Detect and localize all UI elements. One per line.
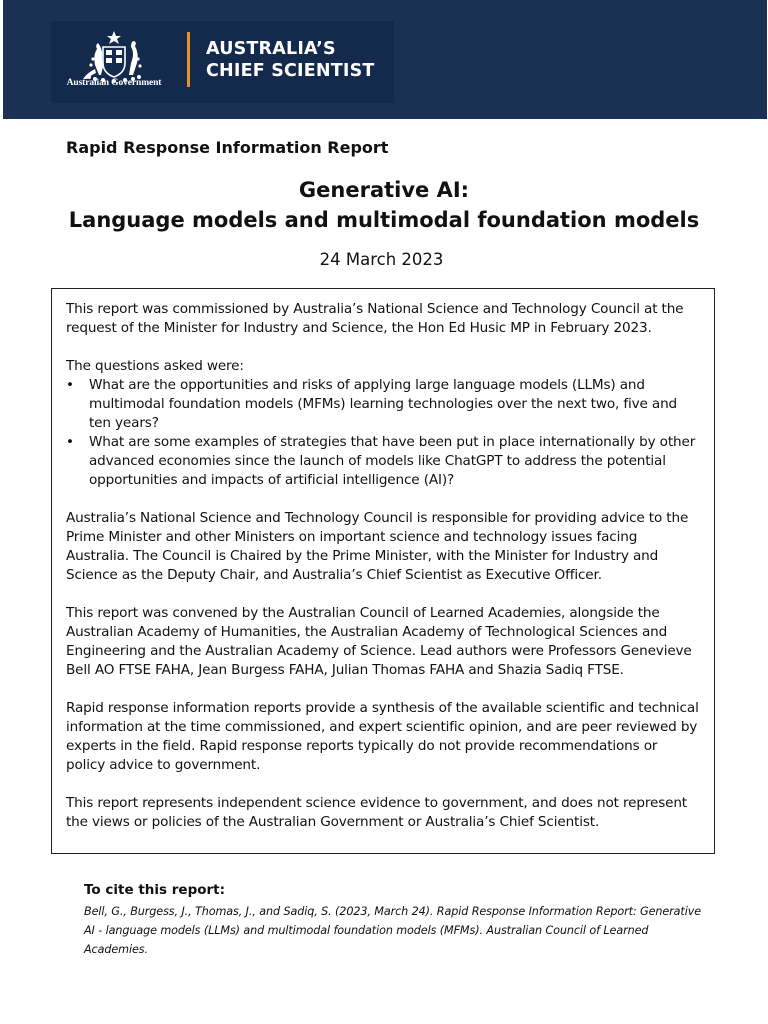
- question-item: • What are the opportunities and risks of applying large language models (LLMs) and multimodal foundation models (MFMs) learning technologies over the next two, five and ten years?: [66, 376, 700, 433]
- header-banner: [3, 0, 767, 119]
- chief-scientist-title: [206, 38, 375, 82]
- disclaimer-paragraph: This report represents independent science evidence to government, and does not represent the views or policies of the Australian Government or Australia’s Chief Scientist.: [66, 795, 687, 830]
- logo-title-line1: AUSTRALIA’S: [206, 39, 336, 59]
- chief-scientist-logo: [51, 21, 394, 103]
- council-paragraph: Australia’s National Science and Technology Council is responsible for providing advice to the Prime Minister and other Ministers on important science and technology issues facing Australia. The Council is Chaired by the Prime Minister, with the Minister for Industry and Science as the Deputy Chair, and Australia’s Chief Scientist as Executive Officer.: [66, 510, 689, 583]
- logo-divider: [187, 32, 190, 87]
- question-item: • What are some examples of strategies that have been put in place internationally by other advanced economies since the launch of models like ChatGPT to address the potential opportunities and impacts of artificial intelligence (AI)?: [66, 433, 700, 490]
- title-line2: Language models and multimodal foundation models: [68, 208, 700, 232]
- report-description-paragraph: Rapid response information reports provide a synthesis of the available scientific and technical information at the time commissioned, and expert scientific opinion, and are peer reviewed by experts in the field. Rapid response reports typically do not provide recommendations or policy advice to government.: [66, 700, 699, 773]
- coat-of-arms-icon: [59, 29, 169, 84]
- report-type-heading: Rapid Response Information Report: [66, 138, 389, 157]
- australian-government-label: Australian Government: [66, 78, 162, 88]
- title-line1: Generative AI:: [298, 178, 470, 202]
- questions-list: [66, 376, 700, 490]
- report-summary-box: [51, 288, 715, 854]
- report-date: 24 March 2023: [319, 250, 444, 269]
- citation-heading: To cite this report:: [84, 882, 226, 898]
- authors-paragraph: This report was convened by the Australian Council of Learned Academies, alongside the Australian Academy of Humanities, the Australian Academy of Technological Sciences and Engineering and the Australian Academy of Science. Lead authors were Professors Genevieve Bell AO FTSE FAHA, Jean Burgess FAHA, Julian Thomas FAHA and Shazia Sadiq FTSE.: [66, 605, 692, 678]
- citation-block: [84, 881, 704, 959]
- page-title: [0, 175, 768, 235]
- logo-title-line2: CHIEF SCIENTIST: [206, 61, 375, 81]
- citation-text: Bell, G., Burgess, J., Thomas, J., and Sadiq, S. (2023, March 24). Rapid Response Information Report: Generative AI - language models (LLMs) and multimodal foundation models (MFMs). Australian Council of Learned Academies.: [84, 905, 701, 956]
- commission-paragraph: This report was commissioned by Australia’s National Science and Technology Council at the request of the Minister for Industry and Science, the Hon Ed Husic MP in February 2023.: [66, 301, 684, 336]
- questions-intro: The questions asked were:: [66, 358, 244, 374]
